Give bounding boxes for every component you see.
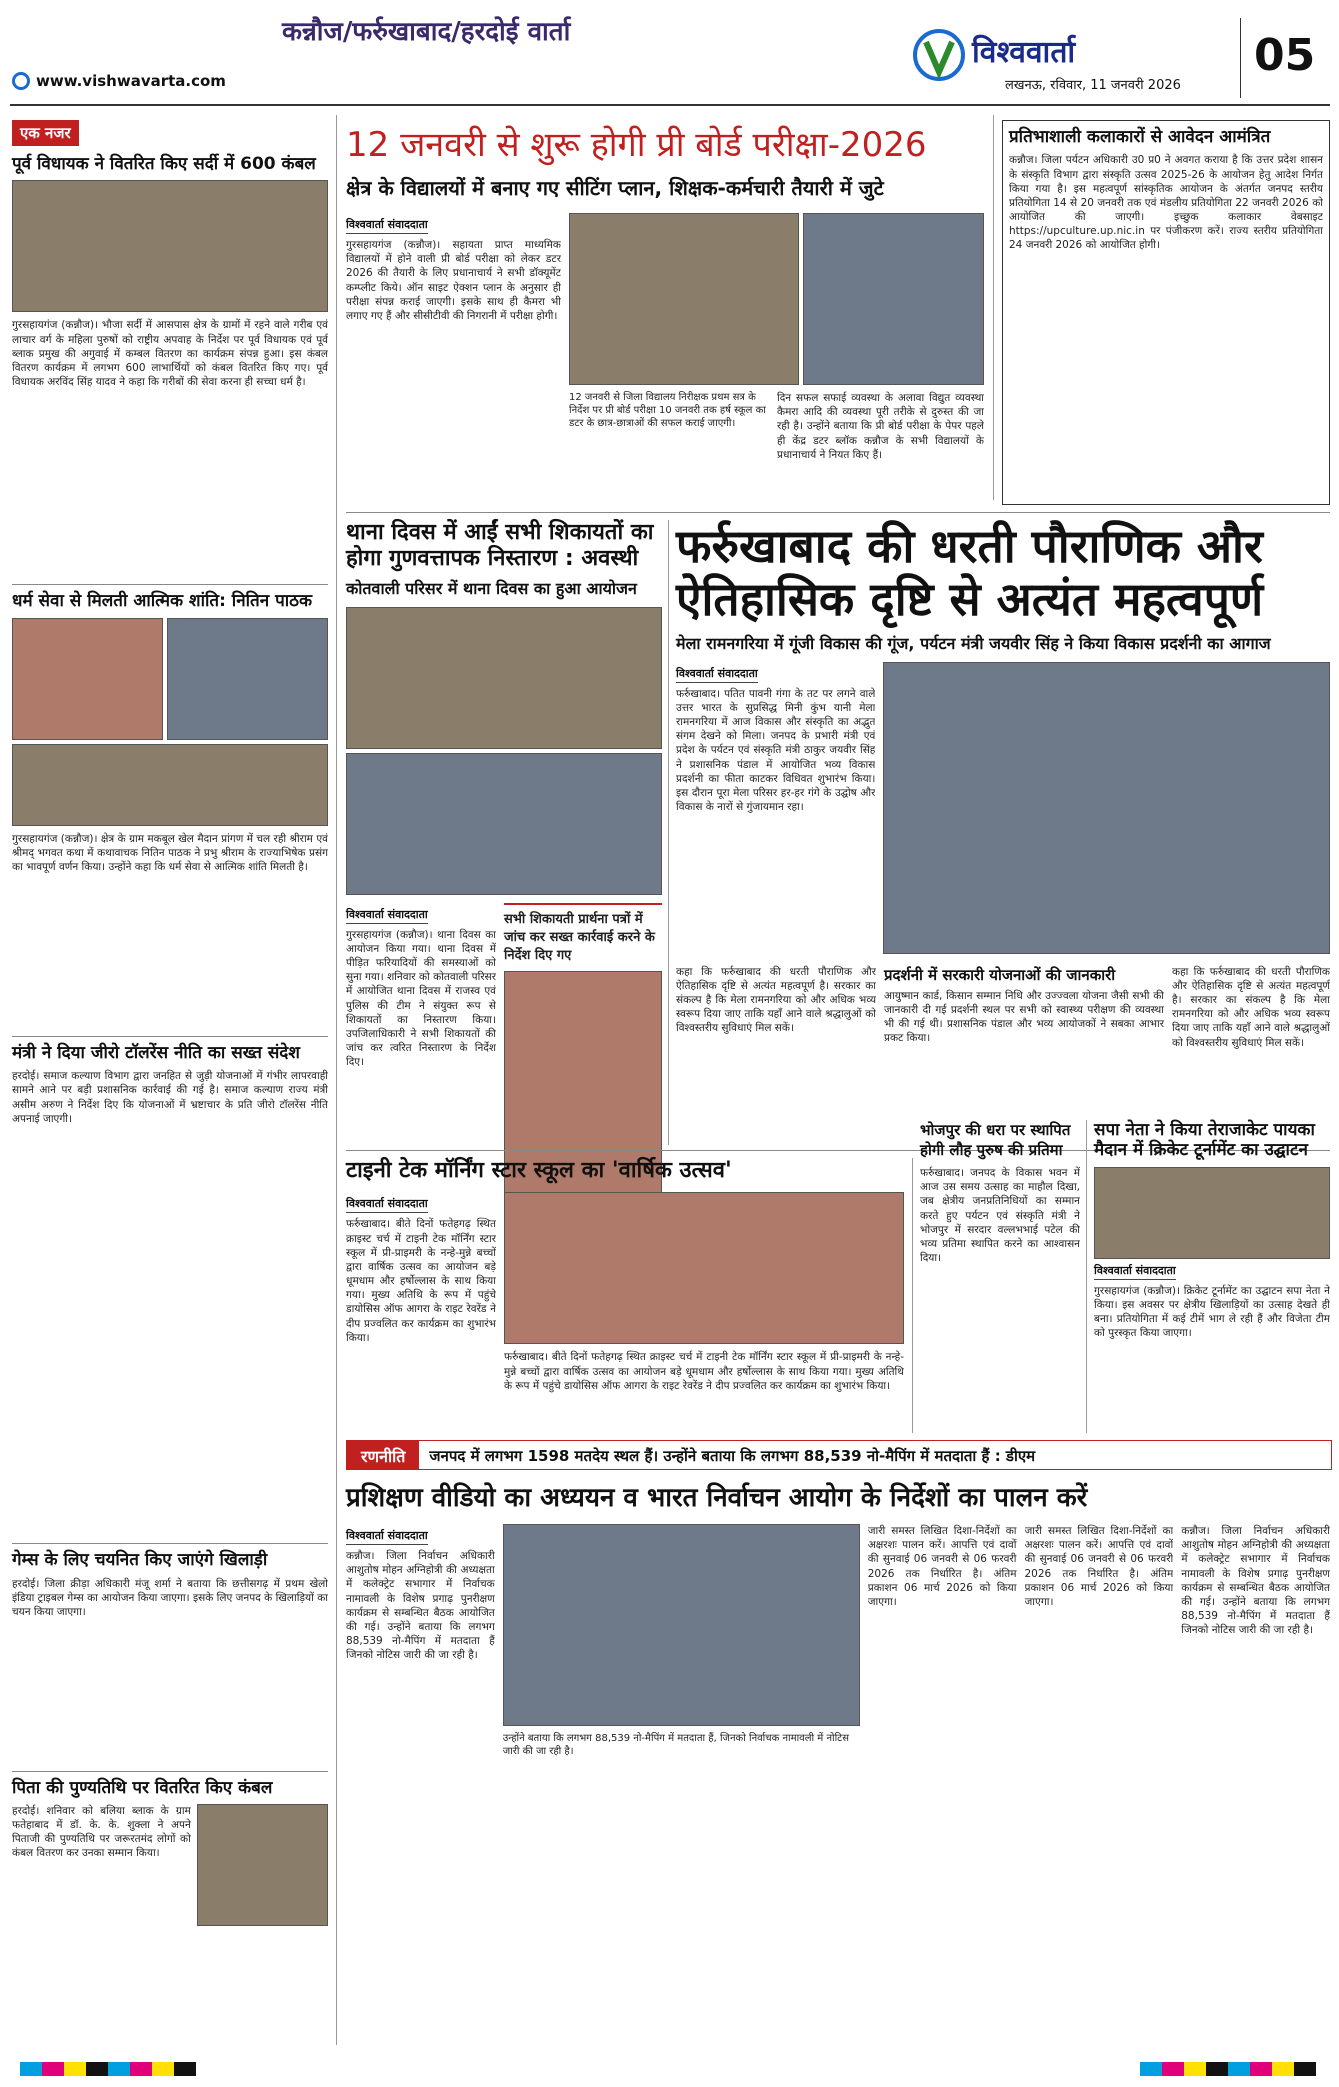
brand-name: विश्ववार्ता [972,35,1076,70]
exam-photo-1 [569,213,799,385]
top-story-body2: दिन सफल सफाई व्यवस्था के अलावा विद्युत व्यवस्था कैमरा आदि की व्यवस्था पूरी तरीके से दुरुस्त की जा रही है। उन्होंने बताया कि प्री बोर्ड परीक्षा के पेपर पहले ही केंद्र डटर ब्लॉक कन्नौज के सभी विद्यालयों के प्रधानाचार्य ने नियत किए हैं। [777,392,984,461]
lead-deck: मेला रामनगरिया में गूंजी विकास की गूंज, पर्यटन मंत्री जयवीर सिंह ने किया विकास प्रदर्शनी का आगाज [676,633,1271,653]
top-story-deck: क्षेत्र के विद्यालयों में बनाए गए सीटिंग प्लान, शिक्षक-कर्मचारी तैयारी में जुटे [346,176,884,200]
school-col-2 [504,1192,904,1467]
bottom-body-3: जारी समस्त लिखित दिशा-निर्देशों का अक्षरशः पालन करें। आपत्ति एवं दावों की सुनवाई 06 जनवरी से 06 फरवरी 2026 तक निर्धारित है। अंतिम प्रकाशन 06 मार्च 2026 को किया जाएगा। [1024,1525,1174,1608]
divider [12,1543,328,1544]
lead-story [676,520,1330,1145]
katha-crowd-photo [12,744,328,826]
cricket-byline: विश्ववार्ता संवाददाता [1094,1263,1176,1280]
cricket-headline: सपा नेता ने किया तेराजाकेट पायका मैदान में क्रिकेट टूर्नामेंट का उद्घाटन [1094,1120,1315,1161]
color-registration-bar [20,2062,196,2076]
story1-headline: पूर्व विधायक ने वितरित किए सर्दी में 600 कंबल [12,154,316,174]
blanket-photo-2 [197,1804,328,1926]
lead-body: फर्रुखाबाद। पतित पावनी गंगा के तट पर लगने वाले उत्तर भारत के सुप्रसिद्ध मिनी कुंभ यानी मेला रामनगरिया में आज विकास और संस्कृति का अद्भुत संगम देखने को मिला। जनपद के प्रभारी मंत्री एवं प्रदेश के पर्यटन एवं संस्कृति मंत्री ठाकुर जयवीर सिंह ने प्रशासनिक पंडाल में आयोजित भव्य विकास प्रदर्शनी का फीता काटकर विधिवत शुभारंभ किया। इस दौरान पूरा मेला परिसर हर-हर गंगे के उद्घोष और विकास के नारों से गुंजायमान रहा। [676,687,876,814]
statue-story [920,1120,1080,1426]
color-registration-bar-right [1140,2062,1316,2076]
top-story-caption: 12 जनवरी से जिला विद्यालय निरीक्षक प्रथम सत्र के निर्देश पर प्री बोर्ड परीक्षा 10 जनवरी तक हर्ष स्कूल का डटर के छात्र-छात्राओं की सफल कराई जाएगी। [569,392,766,429]
story2-headline: धर्म सेवा से मिलती आत्मिक शांति: नितिन पाठक [12,591,313,612]
katha-photo-1 [12,618,163,740]
header-rule [10,104,1330,106]
dateline: लखनऊ, रविवार, 11 जनवरी 2026 [1005,78,1181,93]
thana-headline: थाना दिवस में आईं सभी शिकायतों का होगा गुणवत्तापक निस्तारण : अवस्थी [346,520,654,572]
blanket-distribution-photo [12,180,328,312]
column-rule-lower [912,1158,913,1433]
school-layout [346,1192,906,1467]
lead-sidebar-title: प्रदर्शनी में सरकारी योजनाओं की जानकारी [884,965,1116,984]
thana-body: गुरसहायगंज (कन्नौज)। थाना दिवस का आयोजन किया गया। थाना दिवस में पीड़ित फरियादियों की समस्याओं को सुना गया। शनिवार को कोतवाली परिसर में आयोजित थाना दिवस में राजस्व एवं पुलिस की टीम ने संयुक्त रूप से शिकायतों का निस्तारण किया। उपजिलाधिकारी ने सभी शिकायतों की जांच कर त्वरित निस्तारण के निर्देश दिए। [346,928,496,1069]
statue-body: फर्रुखाबाद। जनपद के विकास भवन में आज उस समय उत्साह का माहौल दिखा, जब क्षेत्रीय जनप्रतिनिधियों का सम्मान करते हुए पर्यटन एवं संस्कृति मंत्री ने भोजपुर में सरदार वल्लभभाई पटेल की भव्य प्रतिमा स्थापित करने का आश्वासन दिया। [920,1167,1080,1265]
cricket-story [1094,1120,1330,1414]
school-byline: विश्ववार्ता संवाददाता [346,1196,428,1213]
story4-body: हरदोई। जिला क्रीड़ा अधिकारी मंजू शर्मा ने बताया कि छत्तीसगढ़ में प्रथम खेलो इंडिया ट्राइबल गेम्स का आयोजन किया जाएगा। इसके लिए जनपद के खिलाड़ियों का चयन किया जाएगा। [12,1577,328,1618]
bottom-col-2 [503,1524,860,2049]
statue-headline: भोजपुर की धरा पर स्थापित होगी लौह पुरुष की प्रतिमा [920,1121,1071,1159]
strip-text: जनपद में लगभग 1598 मतदेय स्थल हैं। उन्होंने बताया कि लगभग 88,539 नो-मैपिंग में मतदाता हैं : डीएम [429,1447,1036,1465]
minister-photo [883,662,1330,954]
thana-photo-2 [346,753,662,895]
exam-photos [569,213,984,385]
thana-subhead: कोतवाली परिसर में थाना दिवस का हुआ आयोजन [346,578,637,598]
lead-body-right: कहा कि फर्रुखाबाद की धरती पौराणिक और ऐतिहासिक दृष्टि से अत्यंत महत्वपूर्ण है। सरकार का संकल्प है कि मेला रामनगरिया को और अधिक भव्य स्वरूप दिया जाए ताकि यहाँ आने वाले श्रद्धालुओं को विश्वस्तरीय सुविधाएं मिल सकें। [1172,965,1330,1049]
divider [12,1036,328,1037]
column-rule-lower-2 [1086,1120,1087,1433]
strip-label: रणनीति [347,1441,419,1469]
school-story [346,1158,906,1467]
header-divider [1240,18,1241,98]
bottom-byline: विश्ववार्ता संवाददाता [346,1528,428,1545]
top-story-headline: 12 जनवरी से शुरू होगी प्री बोर्ड परीक्षा-2026 [346,125,927,165]
top-story-layout [346,213,986,488]
bottom-body-2: जारी समस्त लिखित दिशा-निर्देशों का अक्षरशः पालन करें। आपत्ति एवं दावों की सुनवाई 06 जनवरी से 06 फरवरी 2026 तक निर्धारित है। अंतिम प्रकाशन 06 मार्च 2026 को किया जाएगा। [867,1525,1017,1608]
section-tag: एक नजर [12,120,79,146]
artist-notice-headline: प्रतिभाशाली कलाकारों से आवेदन आमंत्रित [1009,127,1271,147]
exam-photo-2 [803,213,984,385]
story3-body: हरदोई। समाज कल्याण विभाग द्वारा जनहित से जुड़ी योजनाओं में गंभीर लापरवाही सामने आने पर बड़ी प्रशासनिक कार्रवाई की गई है। समाज कल्याण राज्य मंत्री असीम अरुण ने निर्देश दिए कि योजनाओं में भ्रष्टाचार के प्रति जीरो टॉलरेंस नीति अपनाई जाएगी। [12,1070,328,1125]
lead-body-cont: कहा कि फर्रुखाबाद की धरती पौराणिक और ऐतिहासिक दृष्टि से अत्यंत महत्वपूर्ण है। सरकार का संकल्प है कि मेला रामनगरिया को और अधिक भव्य स्वरूप दिया जाए ताकि यहाँ आने वाले श्रद्धालुओं को विश्वस्तरीय सुविधाएं मिल सकें। [676,965,876,1035]
bottom-caption: उन्होंने बताया कि लगभग 88,539 नो-मैपिंग में मतदाता हैं, जिनको निर्वाचक नामावली में नोटिस जारी की जा रही है। [502,1733,849,1757]
column-rule-left [336,115,337,2045]
edition-title: कन्नौज/फर्रुखाबाद/हरदोई वार्ता [282,17,571,47]
bottom-body-4: कन्नौज। जिला निर्वाचन अधिकारी आशुतोष मोहन अग्निहोत्री की अध्यक्षता में कलेक्ट्रेट सभागार में निर्वाचक नामावली के विशेष प्रगाढ़ पुनरीक्षण कार्यक्रम से सम्बन्धित बैठक आयोजित की गई। उन्होंने बताया कि लगभग 88,539 नो-मैपिंग में मतदाता हैं जिनको नोटिस जारी की जा रही है। [1181,1525,1330,1637]
lead-byline: विश्ववार्ता संवाददाता [676,666,758,683]
cricket-body: गुरसहायगंज (कन्नौज)। क्रिकेट टूर्नामेंट का उद्घाटन सपा नेता ने किया। इस अवसर पर क्षेत्रीय खिलाड़ियों का उत्साह देखते ही बना। प्रतियोगिता में कई टीमें भाग ले रही हैं और विजेता टीम को पुरस्कृत किया जाएगा। [1094,1284,1330,1340]
top-story-lower [569,391,984,481]
top-story [346,120,986,488]
school-body-cont: फर्रुखाबाद। बीते दिनों फतेहगढ़ स्थित क्राइस्ट चर्च में टाइनी टेक मॉर्निंग स्टार स्कूल में प्री-प्राइमरी के नन्हे-मुन्ने बच्चों द्वारा वार्षिक उत्सव का आयोजन बड़े धूमधाम और हर्षोल्लास के साथ किया गया। मुख्य अतिथि के रूप में पहुंचे डायोसिस ऑफ आगरा के राइट रेवरेंड ने दीप प्रज्वलित कर कार्यक्रम का शुभारंभ किया। [504,1351,904,1392]
divider [12,584,328,585]
bottom-layout [346,1524,1330,2049]
cricket-photo [1094,1167,1330,1259]
artist-notice-box [1002,120,1330,505]
bottom-col-1 [346,1524,495,2049]
column-rule-right-top [993,115,994,500]
brand-logo-icon [912,28,966,82]
top-story-body: गुरसहायगंज (कन्नौज)। सहायता प्राप्त माध्यमिक विद्यालयों में होने वाली प्री बोर्ड परीक्षा को लेकर डटर 2026 की तैयारी के लिए प्रधानाचार्य ने सभी डॉक्यूमेंट कम्प्लीट किये। ऑन साइट ऐक्शन प्लान के अनुसार ही परीक्षा संपन्न कराई जाएगी। इसके साथ ही कैमरा भी लगाए गए हैं और सीसीटीवी की निगरानी में परीक्षा होगी। [346,239,561,322]
top-story-byline: विश्ववार्ता संवाददाता [346,217,428,234]
page-number: 05 [1254,30,1316,81]
lead-headline-2: ऐतिहासिक दृष्टि से अत्यंत महत्वपूर्ण [676,571,1264,626]
school-col-1 [346,1192,496,1467]
school-headline: टाइनी टेक मॉर्निंग स्टार स्कूल का 'वार्षिक उत्सव' [346,1158,732,1183]
lead-headline-1: फर्रुखाबाद की धरती पौराणिक और [676,519,1263,573]
lead-sidebar [884,965,1164,1145]
mid-rule [346,512,1330,513]
lead-col-1b [676,965,876,1145]
lead-upper [676,662,1330,957]
story5-block [12,1804,328,1974]
story3-headline: मंत्री ने दिया जीरो टॉलरेंस नीति का सख्त संदेश [12,1042,300,1063]
browser-e-icon [12,72,30,90]
top-story-photo-col [569,213,984,488]
school-body: फर्रुखाबाद। बीते दिनों फतेहगढ़ स्थित क्राइस्ट चर्च में टाइनी टेक मॉर्निंग स्टार स्कूल में प्री-प्राइमरी के नन्हे-मुन्ने बच्चों द्वारा वार्षिक उत्सव का आयोजन बड़े धूमधाम और हर्षोल्लास के साथ किया गया। मुख्य अतिथि के रूप में पहुंचे डायोसिस ऑफ आगरा के राइट रेवरेंड ने दीप प्रज्वलित कर कार्यक्रम का शुभारंभ किया। [346,1218,496,1344]
website-bar[interactable] [12,72,226,90]
story5-headline: पिता की पुण्यतिथि पर वितरित किए कंबल [12,1777,273,1798]
column-rule-mid [668,520,669,1145]
top-story-text-col [346,213,561,488]
thana-pullquote: सभी शिकायती प्रार्थना पत्रों में जांच कर सख्त कार्रवाई करने के निर्देश दिए गए [504,903,662,963]
story5-body: हरदोई। शनिवार को बलिया ब्लाक के ग्राम फतेहाबाद में डॉ. के. के. शुक्ला ने अपने पिताजी की पुण्यतिथि पर जरूरतमंद लोगों को कंबल वितरण कर उनका सम्मान किया। [12,1804,191,1860]
lead-sidebar-body: आयुष्मान कार्ड, किसान सम्मान निधि और उज्ज्वला योजना जैसी सभी की जानकारी दी गई प्रदर्शनी स्थल पर सभी को स्वास्थ्य परीक्षण की व्यवस्था भी की गई थी। प्रशासनिक पंडाल और भव्य आयोजकों ने सबका आभार प्रकट किया। [884,989,1164,1045]
divider [12,1771,328,1772]
thana-story [346,520,662,1218]
story4-headline: गेम्स के लिए चयनित किए जाएंगे खिलाड़ी [12,1550,268,1571]
story2-photos [12,618,328,740]
katha-photo-2 [167,618,328,740]
election-meeting-photo [503,1524,860,1726]
thana-photo-1 [346,607,662,749]
story1-body: गुरसहायगंज (कन्नौज)। भौजा सर्दी में आसपास क्षेत्र के ग्रामों में रहने वाले गरीब एवं लाचार वर्ग के महिला पुरुषों को राष्ट्रीय अपवाह के निर्देश पर पूर्व विधायक एवं पूर्व ब्लाक प्रमुख की अगुवाई में कम्बल वितरण का कार्यक्रम संपन्न हुआ। इस कंबल वितरण कार्यक्रम में लगभग 600 लाभार्थियों को कंबल वितरित किए गए। पूर्व विधायक अरविंद सिंह यादव ने कहा कि गरीबों की सेवा करना ही सच्चा धर्म है। [12,319,328,389]
lead-col-1 [676,662,875,957]
lead-lower [676,965,1330,1145]
story2-body: गुरसहायगंज (कन्नौज)। क्षेत्र के ग्राम मकबूल खेल मैदान प्रांगण में चल रही श्रीराम एवं श्रीमद् भगवत कथा में कथावाचक नितिन पाठक ने प्रभु श्रीराम के राज्याभिषेक प्रसंग का भावपूर्ण वर्णन किया। उन्होंने कहा कि धर्म सेवा से आत्मिक शांति मिलती है। [12,832,328,874]
bottom-body: कन्नौज। जिला निर्वाचन अधिकारी आशुतोष मोहन अग्निहोत्री की अध्यक्षता में कलेक्ट्रेट सभागार में निर्वाचक नामावली के विशेष प्रगाढ़ पुनरीक्षण कार्यक्रम से सम्बन्धित बैठक आयोजित की गई। उन्होंने बताया कि लगभग 88,539 नो-मैपिंग में मतदाता हैं जिनको नोटिस जारी की जा रही है। [346,1550,495,1662]
thana-byline: विश्ववार्ता संवाददाता [346,907,428,924]
bottom-headline: प्रशिक्षण वीडियो का अध्ययन व भारत निर्वाचन आयोग के निर्देशों का पालन करें [346,1483,1088,1513]
bottom-story [346,1478,1330,2049]
artist-notice-body: कन्नौज। जिला पर्यटन अधिकारी उ0 प्र0 ने अवगत कराया है कि उत्तर प्रदेश शासन के संस्कृति विभाग द्वारा संस्कृति उत्सव 2025-26 के आयोजन हेतु आदेश निर्गत किया गया है। इस महत्वपूर्ण सांस्कृतिक आयोजन के अंतर्गत जनपद स्तरीय प्रतियोगिता 14 से 20 जनवरी तक एवं मंडलीय प्रतियोगिता 22 जनवरी 2026 को आयोजित की जाएगी। इच्छुक कलाकार वेबसाइट https://upculture.up.nic.in पर पंजीकरण करें। राज्य स्तरीय प्रतियोगिता 24 जनवरी 2026 को आयोजित होगी। [1009,154,1323,252]
school-photo [504,1192,904,1344]
left-column [12,120,328,1974]
website-url[interactable]: www.vishwavarta.com [36,72,226,90]
highlight-strip [346,1440,1332,1470]
